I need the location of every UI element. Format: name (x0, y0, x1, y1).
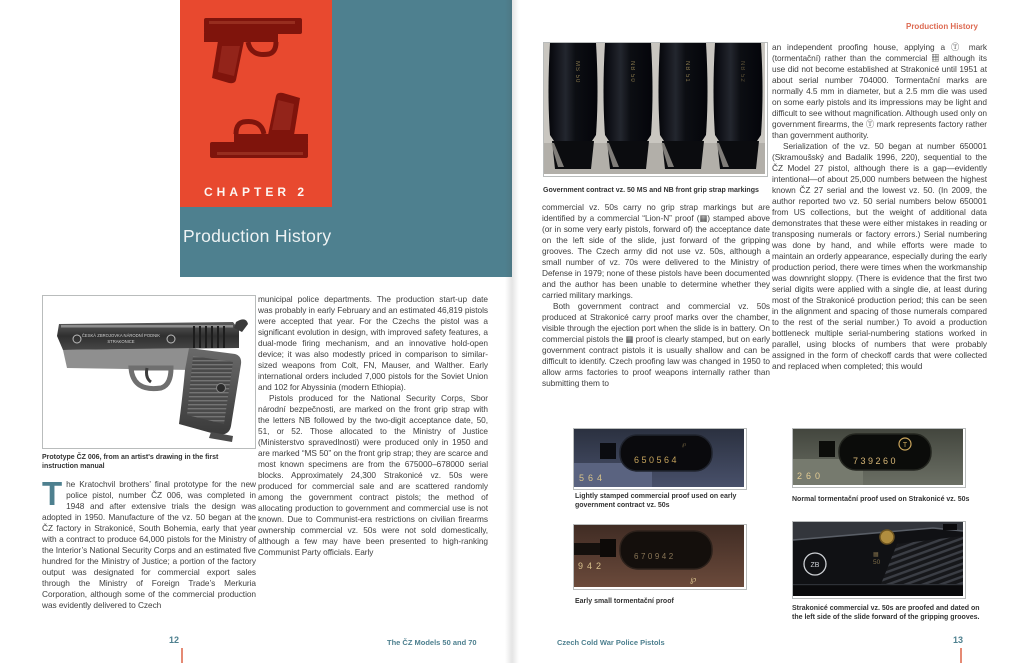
strap-marking-2: NB 50 (629, 61, 635, 83)
running-title-left: The ČZ Models 50 and 70 (387, 638, 477, 647)
paragraph: he Kratochvil brothers’ final prototype for the new police pistol, number ČZ 006, was completed in 1948 and after extensive trials the design was adopted in 1950. Manufacture of the vz. 50 began at the ČZ factory in Strakonicé, South Bohemia, early that year with a contract to produce 64,000 pistols for the Ministry of the Interior’s National Security Corps and an estimated five hundred for the Ministry of Justice; a portion of the factory output was designated for commercial export sales through the Ministry of Foreign Trade’s Merkuria Corporation, although some of the commercial production was evidently delivered to Czech (42, 479, 256, 610)
page-header-right: Production History (905, 22, 978, 31)
slide-side-photo (792, 521, 966, 599)
light-proof-mark: ℘ (682, 442, 687, 448)
prototype-pistol-photo (42, 295, 256, 449)
body-column-right-1 (542, 202, 770, 424)
paragraph: an independent proofing house, applying a Ⓣ mark (tormentační) rather than the commercial ▦ although its use did not become established at Strakonicé until 1951 at about serial number 704000. Tormentační marks are normally 4.5 mm in diameter, but a 2.5 mm die was used on some early pistols and its impressions may be light and difficult to see without magnification. Although used only on government firearms, the Ⓣ mark represents factory rather than government authority. (772, 42, 987, 140)
ejection-port-art-1 (574, 429, 744, 487)
caption-early-small: Early small tormentační proof (575, 598, 674, 605)
caption-grip-straps: Government contract vz. 50 MS and NB front grip strap markings (543, 187, 759, 194)
paragraph: commercial vz. 50s carry no grip strap markings but are identified by a commercial “Lion-N” proof (▦) stamped above (or in some very early pistols, forward of) the acceptance date on the left side of the slide, just forward of the gripping grooves. The Czech army did not use vz. 50s, although a small number of vz. 70s were delivered to the Ministry of Defense in 1979; none of these pistols have been documented and the author has been unable to determine whether they carried military markings. (542, 202, 770, 300)
page-number-right: 13 (953, 635, 964, 645)
caption-slide-proof: Strakonicé commercial vz. 50s are proofed and dated on the left side of the slide forward of the gripping grooves. (792, 605, 980, 622)
chapter-banner (180, 0, 512, 277)
ejection-port-art-2 (574, 525, 744, 587)
footer-tick-left (181, 648, 183, 663)
port1-serial: 650564 (634, 455, 680, 465)
tormentacni-proof-circle-t: T (902, 442, 908, 449)
port3-serial: 739260 (853, 456, 899, 466)
paragraph: Serialization of the vz. 50 began at number 650001 (Skramoušský and Badalík 1996, 220), sequential to the ČZ Model 27 pistol, although there is a gap—evidently intentional—of about 25,000 numbers between the highest known ČZ 27 serial and the lowest vz. 50. (In 2009, the author reported two vz. 50 serial numbers below 650001 from US collections, but the weight of additional data demonstrates that these were either mistakes in reading or transposing numerals or factory errors.) Serial numbering was done by hand, and while efforts were made to maintain an orderly appearance, especially during the early production period, there were times when the workmanship was downright sloppy. (There is evidence that the first two serial digits were applied with a single die, at least during most of the Strakonicé production period; this can be seen in the alignment and spacing of those numerals compared to the rest of the serial number.) To avoid a production bottleneck multiple serial-numbering stations worked in parallel, using blocks of numbers that were probably assigned in the form of checkoff cards that were collected and replaced when completed; this would (772, 141, 987, 371)
ejection-port-art-3 (793, 429, 963, 485)
port2-frame-serial: 942 (578, 561, 606, 571)
footer-tick-right (960, 648, 962, 663)
body-column-left-1 (42, 479, 256, 621)
caption-light-proof: Lightly stamped commercial proof used on early government contract vz. 50s (575, 493, 737, 510)
chapter-title: Production History (183, 226, 332, 246)
paragraph: Pistols produced for the National Security Corps, Sbor národní bezpečnosti, are marked on the front grip strap with the letters NB followed by the two-digit acceptance date, 50, 51, or 52. Those allocated to the Ministry of Justice (Ministerstvo spravedlnosti) were produced only in 1950 and are marked “MS 50” on the front grip strap; they are scarce and most known specimens are from the 675000–678000 serial blocks. Approximately 24,300 Strakonicé vz. 50s were produced for commercial sale and are scattered randomly among the government contract pistols; the method of allocating production to government and commercial use is not known. Due to Communist-era restrictions on civilian firearms ownership commercial vz. 50s were not sold domestically, although a few may have been presented to high-ranking Communist Party officials. Early (258, 393, 488, 557)
port2-serial: 670942 (634, 552, 676, 561)
body-column-right-2 (772, 42, 987, 424)
strap-marking-1: MS 50 (574, 61, 580, 84)
strap-marking-3: NB 51 (684, 61, 690, 83)
page-gutter (505, 0, 519, 663)
drop-cap: T (42, 479, 63, 512)
tormentacni-proof-small: ℘ (690, 574, 697, 584)
strap-marking-4: NB 52 (739, 61, 745, 83)
chapter-pistols-art (188, 6, 324, 166)
grip-straps-photo (543, 42, 768, 177)
slide-inscription-line2: STRAKONICE (107, 339, 135, 344)
caption-normal-proof: Normal tormentační proof used on Strakonicé vz. 50s (792, 496, 970, 503)
ejection-port-photo-light-proof (573, 428, 747, 490)
grip-straps-art (544, 43, 765, 174)
ejection-port-photo-early-small (573, 524, 747, 590)
slide-inscription-line1: ČESKÁ ZBROJOVKA NÁRODNÍ PODNIK (81, 333, 161, 338)
caption-prototype: Prototype ČZ 006, from an artist's drawing in the first instruction manual (42, 454, 219, 471)
slide-date-mark: 50 (873, 559, 881, 566)
svg-text:▦: ▦ (873, 552, 879, 558)
chapter-art-box (180, 0, 332, 207)
page-number-left: 12 (169, 635, 180, 645)
paragraph: municipal police departments. The production start-up date was probably in early February and an estimated 46,819 pistols were accepted that year. For the Czechs the pistol was a significant evolution in design, with improved safety features, a dual-mode firing mechanism, and an innovative hold-open device; it was also modestly priced in comparison to similar-sized weapons from Colt, FN, Mauser, and Walther. Early international orders included 7,000 pistols for the Soviet Union and 102 for Abyssinia (modern Ethiopia). (258, 294, 488, 392)
slide-side-art (793, 522, 963, 596)
body-column-left-2 (258, 294, 488, 624)
factory-mark-circle: ZB (810, 562, 820, 569)
port1-frame-serial: 564 (579, 473, 607, 483)
running-title-right: Czech Cold War Police Pistols (557, 638, 665, 647)
paragraph: Both government contract and commercial vz. 50s produced at Strakonicé carry proof marks over the chamber, visible through the ejection port when the slide is in battery. On commercial pistols the ▦ proof is clearly stamped, but on early government contract pistols it is usually shallow and can be difficult to identify. Czech proofing law was changed in 1950 to allow arms factories to proof weapons internally rather than submitting them to (542, 301, 770, 388)
chapter-label: CHAPTER 2 (203, 185, 308, 199)
ejection-port-photo-normal-proof (792, 428, 966, 488)
pistol-drawing (43, 296, 253, 446)
port3-frame-serial: 260 (797, 471, 825, 481)
